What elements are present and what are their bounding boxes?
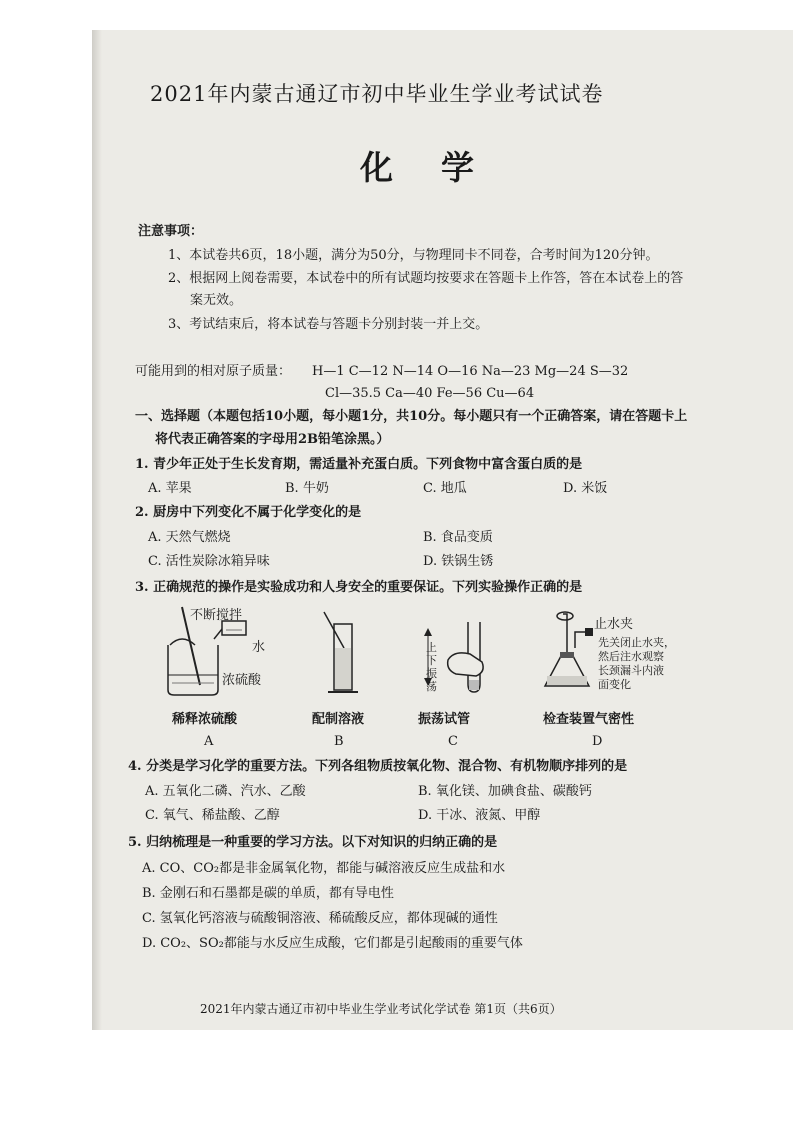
q1-option-c: C. 地瓜 (423, 481, 467, 496)
q5-stem: 5. 归纳梳理是一种重要的学习方法。以下对知识的归纳正确的是 (128, 835, 498, 850)
fig-d-clip-label: 止水夹 (594, 617, 634, 632)
notice-item-2: 2、根据网上阅卷需要，本试卷中的所有试题均按要求在答题卡上作答，答在本试卷上的答 (168, 271, 684, 286)
q1-option-d: D. 米饭 (563, 481, 608, 496)
q5-option-c: C. 氢氧化钙溶液与硫酸铜溶液、稀硫酸反应，都体现碱的通性 (142, 911, 498, 926)
q1-stem: 1. 青少年正处于生长发育期，需适量补充蛋白质。下列食物中富含蛋白质的是 (135, 457, 583, 472)
q2-option-d: D. 铁锅生锈 (423, 554, 494, 569)
fig-c-caption: 振荡试管 (418, 712, 471, 727)
notice-item-2-cont: 案无效。 (190, 293, 243, 308)
fig-a-water-label: 水 (252, 640, 266, 655)
q4-stem: 4. 分类是学习化学的重要方法。下列各组物质按氧化物、混合物、有机物顺序排列的是 (128, 759, 628, 774)
q4-option-a: A. 五氧化二磷、汽水、乙酸 (145, 784, 306, 799)
fig-c-updown-label: 上下振荡 (426, 641, 437, 693)
q5-option-b: B. 金刚石和石墨都是碳的单质，都有导电性 (142, 886, 394, 901)
fig-d-note-1: 先关闭止水夹， (598, 636, 675, 649)
section1-heading: 一、选择题（本题包括10小题，每小题1分，共10分。每小题只有一个正确答案，请在答题卡上 (135, 409, 688, 424)
fig-a-acid-label: 浓硫酸 (222, 673, 262, 688)
exam-title: 2021年内蒙古通辽市初中毕业生学业考试试卷 (150, 82, 604, 106)
fig-a-stir-label: 不断搅拌 (190, 608, 243, 623)
q1-option-b: B. 牛奶 (285, 481, 329, 496)
q5-option-d: D. CO₂、SO₂都能与水反应生成酸，它们都是引起酸雨的重要气体 (142, 936, 523, 951)
fig-b-caption: 配制溶液 (312, 712, 365, 727)
page-footer: 2021年内蒙古通辽市初中毕业生学业考试化学试卷 第1页（共6页） (200, 1002, 562, 1016)
fig-b-letter: B (334, 734, 344, 749)
section1-heading-cont: 将代表正确答案的字母用2B铅笔涂黑。） (155, 432, 390, 447)
subject-title: 化学 (360, 148, 522, 187)
q2-stem: 2. 厨房中下列变化不属于化学变化的是 (135, 505, 362, 520)
q4-option-b: B. 氧化镁、加碘食盐、碳酸钙 (418, 784, 592, 799)
notice-item-1: 1、本试卷共6页，18小题，满分为50分，与物理同卡不同卷，合考时间为120分钟。 (168, 248, 659, 263)
q2-option-b: B. 食品变质 (423, 530, 493, 545)
fig-d-note-3: 长颈漏斗内液 (598, 664, 664, 677)
q4-option-c: C. 氧气、稀盐酸、乙醇 (145, 808, 280, 823)
fig-a-letter: A (204, 734, 214, 749)
q2-option-c: C. 活性炭除冰箱异味 (148, 554, 270, 569)
atomic-mass-line1: H—1 C—12 N—14 O—16 Na—23 Mg—24 S—32 (312, 364, 629, 379)
q1-option-a: A. 苹果 (148, 481, 192, 496)
fig-d-caption: 检查装置气密性 (543, 712, 635, 727)
fig-d-note-4: 面变化 (598, 678, 631, 691)
paper-shadow (92, 30, 102, 1030)
fig-c-letter: C (448, 734, 458, 749)
notice-item-3: 3、考试结束后，将本试卷与答题卡分别封装一并上交。 (168, 317, 489, 332)
q3-stem: 3. 正确规范的操作是实验成功和人身安全的重要保证。下列实验操作正确的是 (135, 580, 583, 595)
fig-d-note-2: 然后注水观察 (598, 650, 664, 663)
fig-d-letter: D (592, 734, 603, 749)
q4-option-d: D. 干冰、液氮、甲醇 (418, 808, 541, 823)
q2-option-a: A. 天然气燃烧 (148, 530, 231, 545)
atomic-mass-line2: Cl—35.5 Ca—40 Fe—56 Cu—64 (325, 386, 535, 401)
notice-heading: 注意事项： (138, 224, 204, 239)
q5-option-a: A. CO、CO₂都是非金属氧化物，都能与碱溶液反应生成盐和水 (142, 861, 506, 876)
figure-b-cylinder (318, 608, 368, 700)
atomic-mass-label: 可能用到的相对原子质量： (135, 364, 292, 379)
fig-a-caption: 稀释浓硫酸 (172, 712, 238, 727)
